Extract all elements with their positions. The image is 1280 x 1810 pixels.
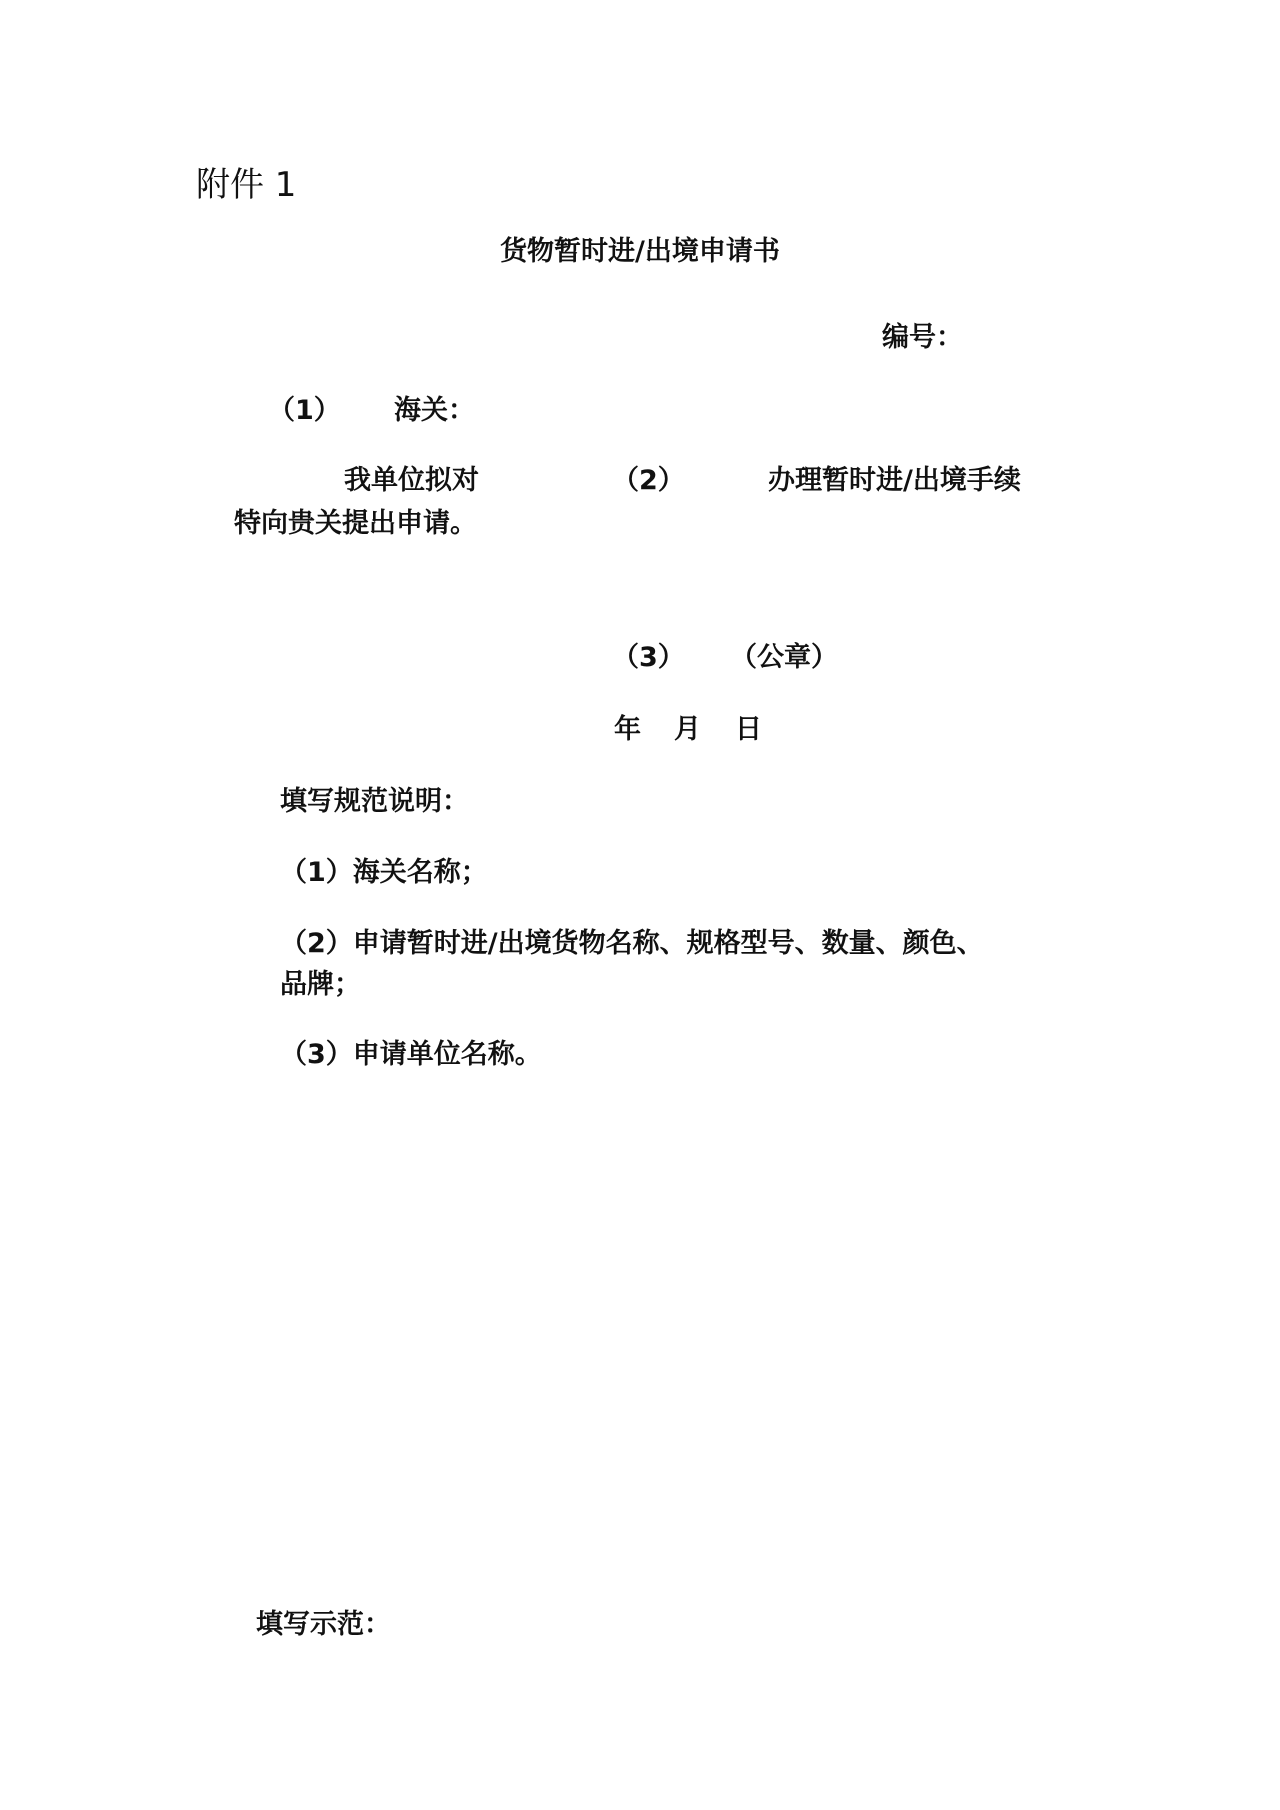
- body-prefix: 我单位拟对: [344, 465, 479, 496]
- instruction-item-2: （2）申请暂时进/出境货物名称、规格型号、数量、颜色、: [280, 928, 984, 959]
- body-suffix: 办理暂时进/出境手续: [768, 465, 1021, 496]
- document-title: 货物暂时进/出境申请书: [500, 236, 780, 267]
- example-heading: 填写示范：: [256, 1609, 391, 1640]
- instruction-item-3: （3）申请单位名称。: [280, 1039, 542, 1070]
- body-marker-2: （2）: [612, 465, 685, 496]
- body-line-2: 特向贵关提出申请。: [234, 508, 477, 539]
- date-year: 年: [614, 714, 641, 745]
- seal-label: （公章）: [730, 642, 838, 673]
- seal-marker: （3）: [612, 642, 685, 673]
- attachment-label: 附件 1: [196, 165, 297, 205]
- date-month: 月: [674, 714, 701, 745]
- instruction-item-1: （1）海关名称；: [280, 857, 488, 888]
- customs-marker: （1）: [268, 395, 341, 426]
- number-label: 编号：: [882, 322, 963, 353]
- instructions-heading: 填写规范说明：: [280, 786, 469, 817]
- date-day: 日: [735, 714, 762, 745]
- customs-label: 海关：: [394, 395, 475, 426]
- instruction-item-2-cont: 品牌；: [280, 969, 361, 1000]
